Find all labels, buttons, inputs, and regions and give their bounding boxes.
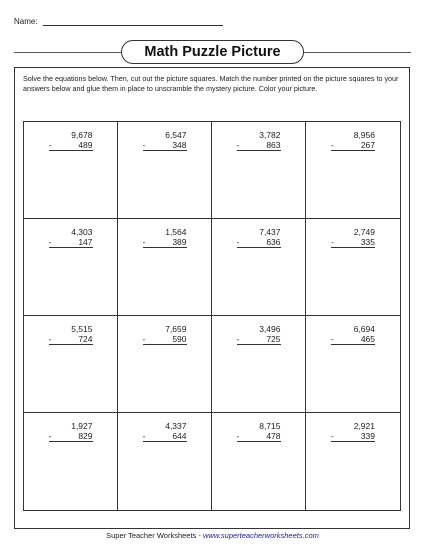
subtrahend-row xyxy=(331,431,375,442)
problem-cell[interactable] xyxy=(306,219,400,316)
subtrahend: 636 xyxy=(266,237,281,247)
name-input-line[interactable] xyxy=(43,17,223,26)
subtraction-problem xyxy=(49,421,93,442)
subtraction-problem xyxy=(331,130,375,151)
minuend: 5,515 xyxy=(71,324,93,334)
minus-sign: - xyxy=(142,334,146,344)
page-title: Math Puzzle Picture xyxy=(121,40,304,64)
footer-website-link[interactable]: www.superteacherworksheets.com xyxy=(202,531,319,540)
footer xyxy=(0,531,425,540)
problem-grid xyxy=(23,121,401,511)
problem-cell[interactable] xyxy=(212,413,306,510)
minus-sign: - xyxy=(236,334,240,344)
minus-sign: - xyxy=(48,431,52,441)
subtraction-problem xyxy=(49,227,93,248)
subtraction-problem xyxy=(331,227,375,248)
subtraction-problem xyxy=(237,130,281,151)
minus-sign: - xyxy=(236,140,240,150)
subtrahend-row xyxy=(143,237,187,248)
problem-cell[interactable] xyxy=(118,122,212,219)
subtrahend: 489 xyxy=(78,140,93,150)
minuend: 6,547 xyxy=(165,130,187,140)
subtrahend-row xyxy=(143,334,187,345)
subtraction-problem xyxy=(237,227,281,248)
minus-sign: - xyxy=(142,431,146,441)
minus-sign: - xyxy=(142,237,146,247)
name-label: Name: xyxy=(14,17,38,26)
subtrahend-row xyxy=(237,140,281,151)
subtraction-problem xyxy=(237,324,281,345)
subtraction-problem xyxy=(143,324,187,345)
minus-sign: - xyxy=(48,237,52,247)
problem-cell[interactable] xyxy=(24,122,118,219)
problem-cell[interactable] xyxy=(118,316,212,413)
problem-cell[interactable] xyxy=(24,413,118,510)
minuend: 4,303 xyxy=(71,227,93,237)
minuend: 1,927 xyxy=(71,421,93,431)
minus-sign: - xyxy=(331,237,334,247)
minuend: 8,956 xyxy=(353,130,375,140)
problem-cell[interactable] xyxy=(212,219,306,316)
subtraction-problem xyxy=(143,421,187,442)
subtrahend-row xyxy=(237,334,281,345)
subtrahend: 147 xyxy=(78,237,93,247)
subtrahend: 267 xyxy=(360,140,375,150)
minuend: 3,496 xyxy=(259,324,281,334)
subtrahend: 725 xyxy=(266,334,281,344)
subtraction-problem xyxy=(237,421,281,442)
footer-brand: Super Teacher Worksheets xyxy=(106,531,197,540)
problem-cell[interactable] xyxy=(118,219,212,316)
minus-sign: - xyxy=(48,334,52,344)
subtrahend-row xyxy=(331,334,375,345)
minus-sign: - xyxy=(236,431,240,441)
minuend: 3,782 xyxy=(259,130,281,140)
minuend: 2,749 xyxy=(353,227,375,237)
subtrahend: 389 xyxy=(172,237,187,247)
problem-cell[interactable] xyxy=(24,316,118,413)
subtrahend-row xyxy=(237,431,281,442)
subtrahend-row xyxy=(331,237,375,248)
subtrahend: 478 xyxy=(266,431,281,441)
subtrahend-row xyxy=(49,237,93,248)
subtrahend-row xyxy=(49,334,93,345)
minuend: 4,337 xyxy=(165,421,187,431)
subtraction-problem xyxy=(331,324,375,345)
problem-cell[interactable] xyxy=(212,122,306,219)
minuend: 9,678 xyxy=(71,130,93,140)
subtrahend-row xyxy=(49,140,93,151)
subtrahend-row xyxy=(49,431,93,442)
subtrahend: 335 xyxy=(360,237,375,247)
subtraction-problem xyxy=(143,227,187,248)
subtraction-problem xyxy=(49,324,93,345)
problem-cell[interactable] xyxy=(306,122,400,219)
footer-separator: - xyxy=(196,531,203,540)
subtrahend: 465 xyxy=(360,334,375,344)
minuend: 7,437 xyxy=(259,227,281,237)
problem-cell[interactable] xyxy=(306,413,400,510)
minus-sign: - xyxy=(48,140,52,150)
minus-sign: - xyxy=(331,334,334,344)
problem-cell[interactable] xyxy=(306,316,400,413)
subtrahend-row xyxy=(237,237,281,248)
subtrahend: 829 xyxy=(78,431,93,441)
problem-cell[interactable] xyxy=(24,219,118,316)
minus-sign: - xyxy=(142,140,146,150)
subtrahend: 863 xyxy=(266,140,281,150)
name-field-row xyxy=(14,17,223,26)
minuend: 6,694 xyxy=(353,324,375,334)
minuend: 1,564 xyxy=(165,227,187,237)
subtrahend: 724 xyxy=(78,334,93,344)
minuend: 8,715 xyxy=(259,421,281,431)
problem-cell[interactable] xyxy=(212,316,306,413)
subtrahend-row xyxy=(331,140,375,151)
subtrahend: 339 xyxy=(360,431,375,441)
subtraction-problem xyxy=(143,130,187,151)
minuend: 2,921 xyxy=(353,421,375,431)
minuend: 7,659 xyxy=(165,324,187,334)
subtrahend-row xyxy=(143,140,187,151)
subtrahend: 348 xyxy=(172,140,187,150)
problem-cell[interactable] xyxy=(118,413,212,510)
subtraction-problem xyxy=(49,130,93,151)
subtraction-problem xyxy=(331,421,375,442)
minus-sign: - xyxy=(236,237,240,247)
subtrahend: 644 xyxy=(172,431,187,441)
instructions-text: Solve the equations below. Then, cut out the picture squares. Match the number printed on the picture squares to your answers below and glue them in place to unscramble the mystery picture. Color your picture. xyxy=(23,74,399,93)
minus-sign: - xyxy=(331,431,334,441)
subtrahend-row xyxy=(143,431,187,442)
subtrahend: 590 xyxy=(172,334,187,344)
minus-sign: - xyxy=(331,140,334,150)
